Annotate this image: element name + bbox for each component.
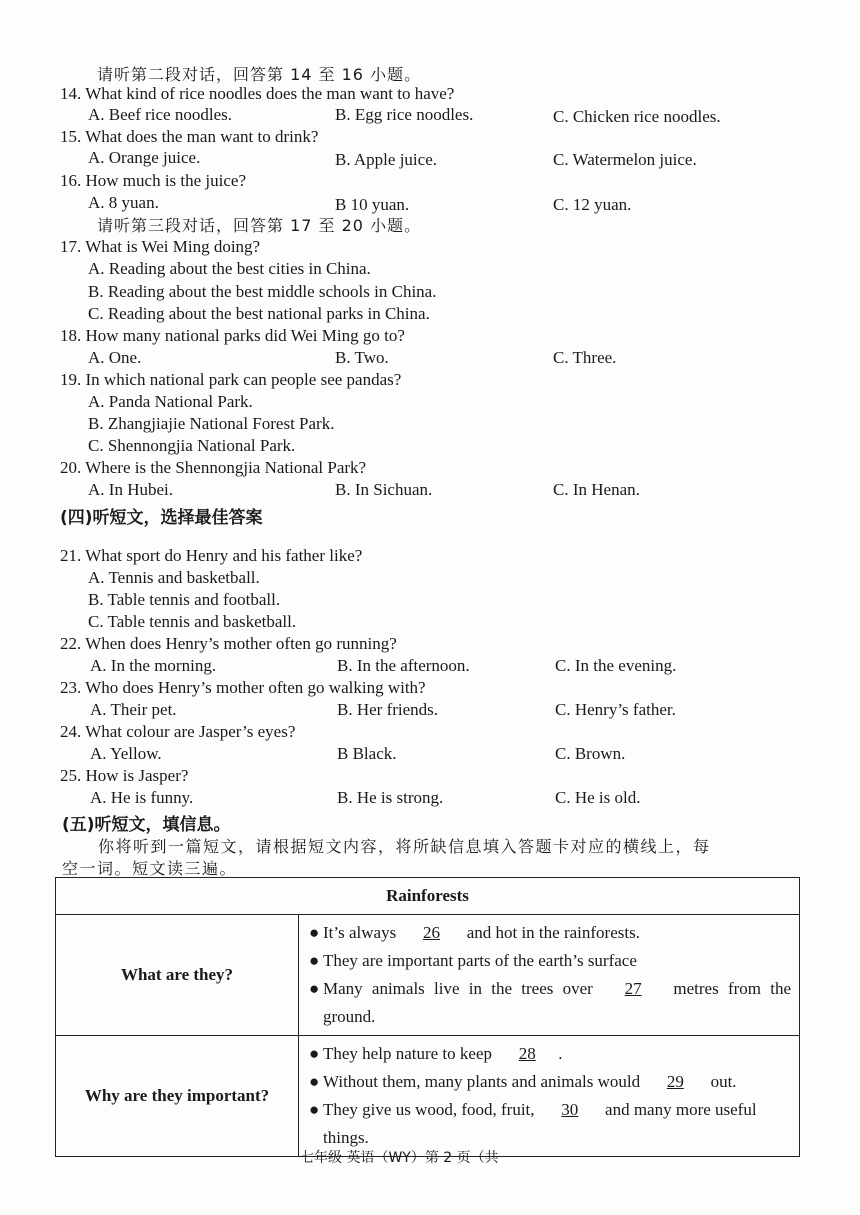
q23-option-a: A. Their pet.	[90, 700, 177, 719]
section-4-heading: (四)听短文，选择最佳答案	[60, 508, 263, 528]
q17-option-b: B. Reading about the best middle schools in China.	[88, 282, 437, 301]
q17-option-a: A. Reading about the best cities in China.	[88, 259, 371, 278]
question-20: 20. Where is the Shennongjia National Park?	[60, 458, 367, 477]
row2-bullet-2: ● Without them, many plants and animals would 29 out.	[309, 1068, 791, 1096]
question-14: 14. What kind of rice noodles does the man want to have?	[60, 84, 455, 103]
blank-26: 26	[422, 923, 440, 942]
row1-bullet-2: ● They are important parts of the earth’s surface	[309, 951, 637, 970]
q16-option-c: C. 12 yuan.	[553, 195, 632, 214]
q18-option-a: A. One.	[88, 348, 142, 367]
q24-option-b: B Black.	[337, 744, 397, 763]
q23-option-b: B. Her friends.	[337, 700, 439, 719]
q18-option-c: C. Three.	[553, 348, 617, 367]
question-22: 22. When does Henry’s mother often go running?	[60, 634, 397, 653]
question-23: 23. Who does Henry’s mother often go walking with?	[60, 678, 426, 697]
q15-option-a: A. Orange juice.	[88, 148, 201, 167]
q15-option-c: C. Watermelon juice.	[553, 150, 697, 169]
q21-option-a: A. Tennis and basketball.	[88, 568, 260, 587]
rainforests-table	[55, 877, 800, 1157]
q16-option-a: A. 8 yuan.	[88, 193, 159, 212]
q20-option-b: B. In Sichuan.	[335, 480, 433, 499]
row1-label: What are they?	[56, 915, 299, 1036]
question-21: 21. What sport do Henry and his father like?	[60, 546, 363, 565]
q25-option-a: A. He is funny.	[90, 788, 194, 807]
blank-28: 28	[518, 1044, 536, 1063]
section-5-instruction-line1: 你将听到一篇短文，请根据短文内容，将所缺信息填入答题卡对应的横线上，每	[98, 837, 711, 856]
row1-bullet-1: ● It’s always 26 and hot in the rainforests.	[309, 919, 791, 947]
q18-option-b: B. Two.	[335, 348, 389, 367]
q14-option-c: C. Chicken rice noodles.	[553, 107, 721, 126]
q17-option-c: C. Reading about the best national parks in China.	[88, 304, 430, 323]
question-19: 19. In which national park can people see pandas?	[60, 370, 402, 389]
q20-option-c: C. In Henan.	[553, 480, 640, 499]
section-5-heading: (五)听短文，填信息。	[62, 815, 231, 835]
question-25: 25. How is Jasper?	[60, 766, 189, 785]
question-15: 15. What does the man want to drink?	[60, 127, 319, 146]
q21-option-b: B. Table tennis and football.	[88, 590, 281, 609]
question-17: 17. What is Wei Ming doing?	[60, 237, 261, 256]
question-16: 16. How much is the juice?	[60, 171, 247, 190]
q20-option-a: A. In Hubei.	[88, 480, 173, 499]
instruction-part2: 请听第二段对话，回答第 14 至 16 小题。	[97, 65, 422, 84]
page-footer: 七年级 英语（WY）第 2 页（共	[300, 1150, 499, 1166]
q19-option-a: A. Panda National Park.	[88, 392, 253, 411]
question-24: 24. What colour are Jasper’s eyes?	[60, 722, 296, 741]
q23-option-c: C. Henry’s father.	[555, 700, 676, 719]
q19-option-b: B. Zhangjiajie National Forest Park.	[88, 414, 335, 433]
q22-option-b: B. In the afternoon.	[337, 656, 470, 675]
q25-option-b: B. He is strong.	[337, 788, 444, 807]
blank-27: 27	[624, 979, 642, 998]
row2-bullet-1: ● They help nature to keep 28 .	[309, 1040, 791, 1068]
row1-bullet-3: ● Many animals live in the trees over 27 metres from the ground.	[309, 975, 791, 1031]
q25-option-c: C. He is old.	[555, 788, 641, 807]
q21-option-c: C. Table tennis and basketball.	[88, 612, 297, 631]
row2-bullet-3: ● They give us wood, food, fruit, 30 and many more useful things.	[309, 1096, 791, 1152]
row2-content	[299, 1036, 800, 1157]
row2-label: Why are they important?	[56, 1036, 299, 1157]
section-5-instruction-line2: 空一词。短文读三遍。	[62, 859, 238, 878]
question-18: 18. How many national parks did Wei Ming go to?	[60, 326, 405, 345]
instruction-part3: 请听第三段对话，回答第 17 至 20 小题。	[97, 216, 422, 235]
table-title: Rainforests	[56, 878, 800, 915]
q24-option-a: A. Yellow.	[90, 744, 162, 763]
q14-option-b: B. Egg rice noodles.	[335, 105, 474, 124]
q24-option-c: C. Brown.	[555, 744, 626, 763]
q19-option-c: C. Shennongjia National Park.	[88, 436, 296, 455]
q22-option-a: A. In the morning.	[90, 656, 217, 675]
blank-30: 30	[561, 1100, 579, 1119]
q16-option-b: B 10 yuan.	[335, 195, 410, 214]
q15-option-b: B. Apple juice.	[335, 150, 437, 169]
row1-content	[299, 915, 800, 1036]
q22-option-c: C. In the evening.	[555, 656, 677, 675]
blank-29: 29	[666, 1072, 684, 1091]
q14-option-a: A. Beef rice noodles.	[88, 105, 232, 124]
